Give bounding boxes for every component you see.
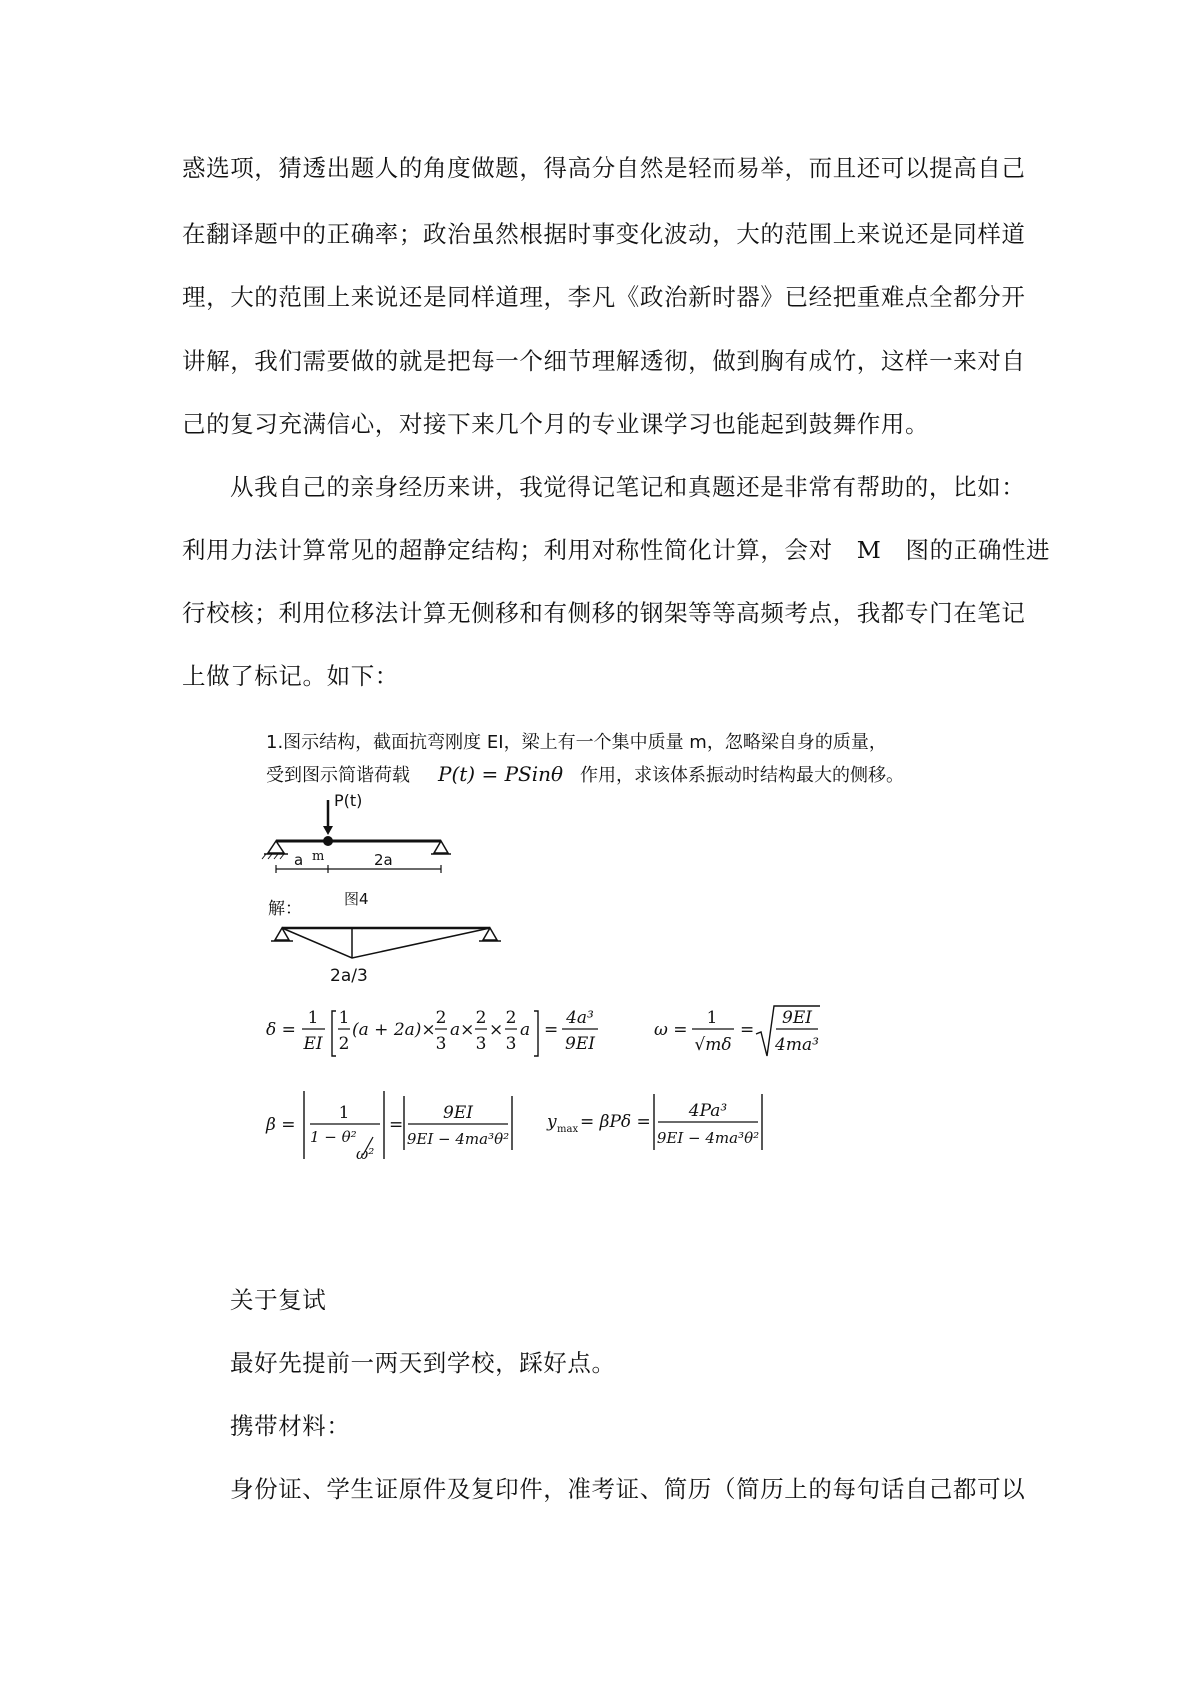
svg-text:2: 2 [435, 1008, 447, 1028]
paragraph-line: 身份证、学生证原件及复印件，准考证、简历（简历上的每句话自己都可以 [230, 1475, 1026, 1503]
svg-text:a: a [520, 1020, 531, 1040]
figure-caption: 图4 [344, 890, 369, 908]
delta-formula [266, 1008, 598, 1056]
paragraph-line: 惑选项，猜透出题人的角度做题，得高分自然是轻而易举，而且还可以提高自己 [182, 154, 1026, 182]
paragraph-line: 理，大的范围上来说还是同样道理，李凡《政治新时器》已经把重难点全都分开 [182, 283, 1026, 311]
svg-text:3: 3 [435, 1034, 447, 1054]
svg-text:2: 2 [505, 1008, 517, 1028]
svg-text:EI: EI [303, 1034, 323, 1054]
svg-text:y: y [547, 1112, 557, 1132]
moment-value-label: 2a/3 [330, 966, 368, 986]
svg-text:(a + 2a)×: (a + 2a)× [352, 1020, 436, 1040]
svg-text:3: 3 [475, 1034, 487, 1054]
svg-text:1 − θ²: 1 − θ² [310, 1128, 357, 1146]
paragraph-line: 在翻译题中的正确率；政治虽然根据时事变化波动，大的范围上来说还是同样道 [182, 220, 1026, 248]
svg-text:×: × [489, 1020, 504, 1040]
svg-text:max: max [557, 1124, 579, 1135]
svg-text:=: = [389, 1115, 404, 1135]
svg-text:9EI: 9EI [443, 1103, 473, 1123]
moment-diagram [271, 928, 501, 958]
svg-text:√mδ: √mδ [694, 1035, 732, 1055]
beta-formula [265, 1091, 512, 1163]
paragraph-line: 上做了标记。如下： [182, 662, 399, 690]
svg-text:=: = [544, 1020, 559, 1040]
svg-text:9EI − 4ma³θ²: 9EI − 4ma³θ² [406, 1130, 510, 1148]
paragraph-line: 讲解，我们需要做的就是把每一个细节理解透彻，做到胸有成竹，这样一来对自 [182, 347, 1026, 375]
paragraph-line: 己的复习充满信心，对接下来几个月的专业课学习也能起到鼓舞作用。 [182, 410, 930, 438]
svg-text:1: 1 [307, 1008, 319, 1028]
section-heading: 关于复试 [230, 1286, 327, 1314]
dim-a-label: a [294, 851, 304, 869]
svg-text:9EI: 9EI [782, 1008, 812, 1028]
paragraph-line: 最好先提前一两天到学校，踩好点。 [230, 1349, 616, 1377]
svg-text:4a³: 4a³ [566, 1008, 594, 1028]
svg-text:ω²: ω² [356, 1145, 375, 1163]
svg-text:ω =: ω = [654, 1020, 688, 1040]
svg-text:= βPδ =: = βPδ = [580, 1112, 651, 1132]
ymax-formula [546, 1094, 762, 1150]
paragraph-line: 从我自己的亲身经历来讲，我觉得记笔记和真题还是非常有帮助的，比如： [230, 473, 1026, 501]
omega-formula [654, 1006, 820, 1056]
svg-text:4Pa³: 4Pa³ [688, 1101, 728, 1121]
mass-label: m [312, 849, 325, 864]
load-label: P(t) [334, 791, 363, 810]
paragraph-line: 利用力法计算常见的超静定结构；利用对称性简化计算，会对 M 图的正确性进 [182, 536, 1051, 564]
svg-text:a×: a× [450, 1020, 475, 1040]
svg-text:9EI − 4ma³θ²: 9EI − 4ma³θ² [656, 1129, 760, 1147]
svg-text:1: 1 [338, 1008, 350, 1028]
load-formula: P(t) = PSinθ [438, 762, 564, 786]
problem-figure [262, 722, 904, 1262]
paragraph-line: 行校核；利用位移法计算无侧移和有侧移的钢架等等高频考点，我都专门在笔记 [182, 599, 1026, 627]
svg-text:β =: β = [266, 1115, 296, 1135]
svg-text:4ma³: 4ma³ [775, 1035, 819, 1055]
problem-text-line2-prefix: 受到图示简谐荷载 [266, 765, 410, 786]
svg-text:1: 1 [338, 1103, 350, 1123]
svg-text:2: 2 [338, 1034, 350, 1054]
paragraph-line: 携带材料： [230, 1412, 351, 1440]
svg-text:2: 2 [475, 1008, 487, 1028]
svg-text:3: 3 [505, 1034, 517, 1054]
svg-text:=: = [740, 1020, 755, 1040]
svg-text:1: 1 [706, 1008, 718, 1028]
dim-2a-label: 2a [374, 851, 393, 869]
problem-text-line2-suffix: 作用，求该体系振动时结构最大的侧移。 [580, 765, 904, 786]
solution-label: 解： [268, 899, 302, 919]
svg-text:9EI: 9EI [565, 1034, 595, 1054]
svg-text:δ =: δ = [266, 1020, 296, 1040]
beam-diagram [262, 800, 451, 873]
problem-text-line1: 1.图示结构，截面抗弯刚度 EI，梁上有一个集中质量 m，忽略梁自身的质量， [266, 732, 887, 753]
